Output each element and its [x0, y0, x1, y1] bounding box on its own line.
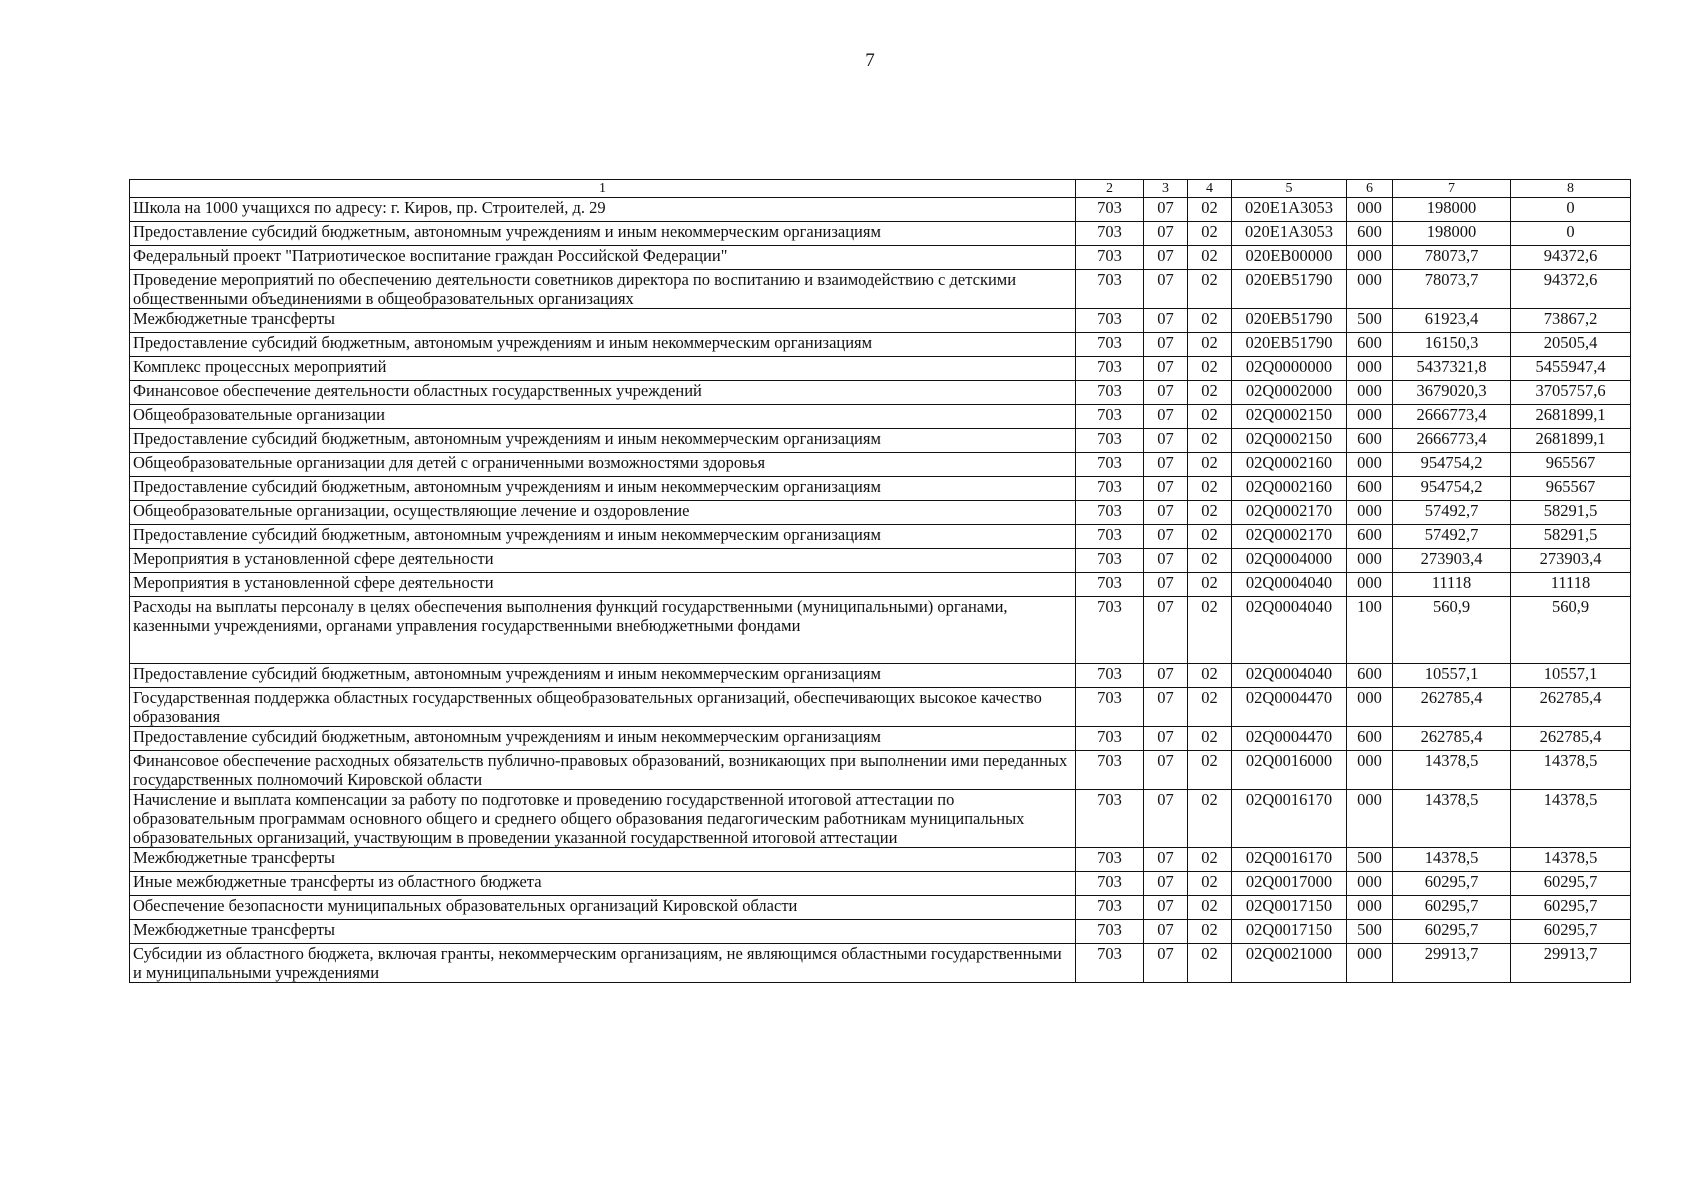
row-code-cell: 703 — [1076, 357, 1144, 381]
header-cell: 1 — [130, 180, 1076, 198]
row-value-cell: 14378,5 — [1511, 790, 1631, 848]
row-code-cell: 000 — [1347, 688, 1393, 727]
row-code-cell: 07 — [1144, 872, 1188, 896]
row-value-cell: 94372,6 — [1511, 270, 1631, 309]
row-code-cell: 07 — [1144, 453, 1188, 477]
row-value-cell: 3705757,6 — [1511, 381, 1631, 405]
row-value-cell: 73867,2 — [1511, 309, 1631, 333]
row-value-cell: 94372,6 — [1511, 246, 1631, 270]
row-code-cell: 000 — [1347, 357, 1393, 381]
row-code-cell: 02Q0016000 — [1232, 751, 1347, 790]
row-code-cell: 07 — [1144, 333, 1188, 357]
row-code-cell: 07 — [1144, 664, 1188, 688]
row-code-cell: 02 — [1188, 429, 1232, 453]
row-code-cell: 07 — [1144, 549, 1188, 573]
row-code-cell: 703 — [1076, 198, 1144, 222]
row-value-cell: 198000 — [1393, 198, 1511, 222]
row-value-cell: 60295,7 — [1511, 896, 1631, 920]
row-code-cell: 02 — [1188, 751, 1232, 790]
row-code-cell: 02 — [1188, 309, 1232, 333]
table-row — [130, 727, 1631, 751]
row-name-cell: Предоставление субсидий бюджетным, автономным учреждениям и иным некоммерческим организациям — [130, 664, 1076, 688]
row-name-cell: Межбюджетные трансферты — [130, 309, 1076, 333]
row-code-cell: 703 — [1076, 790, 1144, 848]
row-name-cell: Комплекс процессных мероприятий — [130, 357, 1076, 381]
row-name-cell: Финансовое обеспечение деятельности областных государственных учреждений — [130, 381, 1076, 405]
row-code-cell: 07 — [1144, 501, 1188, 525]
row-code-cell: 02Q0002150 — [1232, 429, 1347, 453]
row-code-cell: 000 — [1347, 198, 1393, 222]
row-code-cell: 000 — [1347, 944, 1393, 983]
table-row — [130, 896, 1631, 920]
row-code-cell: 02Q0016170 — [1232, 790, 1347, 848]
row-code-cell: 07 — [1144, 597, 1188, 664]
row-name-cell: Субсидии из областного бюджета, включая гранты, некоммерческим организациям, не являющимся областными государственными и муниципальными учреждениями — [130, 944, 1076, 983]
row-code-cell: 02 — [1188, 573, 1232, 597]
row-code-cell: 02 — [1188, 381, 1232, 405]
row-value-cell: 954754,2 — [1393, 453, 1511, 477]
row-code-cell: 07 — [1144, 246, 1188, 270]
row-value-cell: 14378,5 — [1511, 751, 1631, 790]
row-code-cell: 07 — [1144, 573, 1188, 597]
row-code-cell: 07 — [1144, 357, 1188, 381]
row-code-cell: 02 — [1188, 790, 1232, 848]
row-code-cell: 600 — [1347, 727, 1393, 751]
row-code-cell: 703 — [1076, 309, 1144, 333]
row-code-cell: 02Q0016170 — [1232, 848, 1347, 872]
row-code-cell: 000 — [1347, 270, 1393, 309]
row-name-cell: Государственная поддержка областных государственных общеобразовательных организаций, обеспечивающих высокое качество образования — [130, 688, 1076, 727]
row-code-cell: 020EB51790 — [1232, 333, 1347, 357]
row-value-cell: 262785,4 — [1393, 688, 1511, 727]
row-code-cell: 703 — [1076, 429, 1144, 453]
table-row — [130, 501, 1631, 525]
row-value-cell: 16150,3 — [1393, 333, 1511, 357]
header-cell: 3 — [1144, 180, 1188, 198]
row-value-cell: 61923,4 — [1393, 309, 1511, 333]
table-row — [130, 198, 1631, 222]
row-code-cell: 07 — [1144, 270, 1188, 309]
row-value-cell: 262785,4 — [1393, 727, 1511, 751]
row-value-cell: 57492,7 — [1393, 525, 1511, 549]
row-code-cell: 703 — [1076, 381, 1144, 405]
row-code-cell: 02 — [1188, 246, 1232, 270]
row-name-cell: Мероприятия в установленной сфере деятельности — [130, 573, 1076, 597]
row-value-cell: 965567 — [1511, 477, 1631, 501]
row-code-cell: 02Q0002170 — [1232, 525, 1347, 549]
row-value-cell: 78073,7 — [1393, 246, 1511, 270]
header-cell: 7 — [1393, 180, 1511, 198]
row-name-cell: Межбюджетные трансферты — [130, 920, 1076, 944]
row-name-cell: Проведение мероприятий по обеспечению деятельности советников директора по воспитанию и взаимодействию с детскими общественными объединениями в общеобразовательных организациях — [130, 270, 1076, 309]
row-code-cell: 020EB51790 — [1232, 270, 1347, 309]
table-row — [130, 357, 1631, 381]
row-value-cell: 14378,5 — [1511, 848, 1631, 872]
row-value-cell: 5455947,4 — [1511, 357, 1631, 381]
row-code-cell: 07 — [1144, 790, 1188, 848]
row-code-cell: 000 — [1347, 501, 1393, 525]
row-code-cell: 02 — [1188, 405, 1232, 429]
table-row — [130, 246, 1631, 270]
row-code-cell: 02Q0017150 — [1232, 920, 1347, 944]
row-code-cell: 703 — [1076, 222, 1144, 246]
table-row — [130, 597, 1631, 664]
row-code-cell: 600 — [1347, 333, 1393, 357]
header-cell: 5 — [1232, 180, 1347, 198]
row-value-cell: 60295,7 — [1511, 872, 1631, 896]
row-value-cell: 954754,2 — [1393, 477, 1511, 501]
table-row — [130, 573, 1631, 597]
row-code-cell: 000 — [1347, 896, 1393, 920]
row-code-cell: 02 — [1188, 222, 1232, 246]
row-value-cell: 560,9 — [1393, 597, 1511, 664]
table-header-row — [130, 180, 1631, 198]
row-code-cell: 500 — [1347, 309, 1393, 333]
row-code-cell: 02 — [1188, 549, 1232, 573]
row-code-cell: 703 — [1076, 896, 1144, 920]
row-code-cell: 703 — [1076, 751, 1144, 790]
row-code-cell: 02Q0002150 — [1232, 405, 1347, 429]
row-name-cell: Предоставление субсидий бюджетным, автономным учреждениям и иным некоммерческим организациям — [130, 222, 1076, 246]
row-code-cell: 500 — [1347, 848, 1393, 872]
row-code-cell: 703 — [1076, 872, 1144, 896]
row-name-cell: Школа на 1000 учащихся по адресу: г. Киров, пр. Строителей, д. 29 — [130, 198, 1076, 222]
row-value-cell: 60295,7 — [1393, 896, 1511, 920]
row-code-cell: 02 — [1188, 896, 1232, 920]
row-value-cell: 2666773,4 — [1393, 429, 1511, 453]
row-code-cell: 703 — [1076, 477, 1144, 501]
row-value-cell: 0 — [1511, 198, 1631, 222]
row-value-cell: 262785,4 — [1511, 688, 1631, 727]
row-code-cell: 02 — [1188, 872, 1232, 896]
table-row — [130, 381, 1631, 405]
row-code-cell: 600 — [1347, 477, 1393, 501]
row-code-cell: 02Q0004040 — [1232, 664, 1347, 688]
row-code-cell: 703 — [1076, 688, 1144, 727]
row-code-cell: 000 — [1347, 790, 1393, 848]
row-code-cell: 02Q0017000 — [1232, 872, 1347, 896]
row-code-cell: 02 — [1188, 597, 1232, 664]
row-code-cell: 703 — [1076, 501, 1144, 525]
row-code-cell: 07 — [1144, 944, 1188, 983]
row-name-cell: Предоставление субсидий бюджетным, автономым учреждениям и иным некоммерческим организациям — [130, 333, 1076, 357]
row-name-cell: Предоставление субсидий бюджетным, автономным учреждениям и иным некоммерческим организациям — [130, 429, 1076, 453]
header-cell: 6 — [1347, 180, 1393, 198]
row-code-cell: 500 — [1347, 920, 1393, 944]
row-value-cell: 20505,4 — [1511, 333, 1631, 357]
row-code-cell: 02Q0004470 — [1232, 727, 1347, 751]
row-code-cell: 02 — [1188, 270, 1232, 309]
table-row — [130, 688, 1631, 727]
row-value-cell: 10557,1 — [1393, 664, 1511, 688]
row-code-cell: 020EB00000 — [1232, 246, 1347, 270]
row-name-cell: Предоставление субсидий бюджетным, автономным учреждениям и иным некоммерческим организациям — [130, 727, 1076, 751]
row-value-cell: 78073,7 — [1393, 270, 1511, 309]
row-name-cell: Предоставление субсидий бюджетным, автономным учреждениям и иным некоммерческим организациям — [130, 477, 1076, 501]
row-value-cell: 965567 — [1511, 453, 1631, 477]
table-row — [130, 920, 1631, 944]
row-value-cell: 14378,5 — [1393, 751, 1511, 790]
row-value-cell: 57492,7 — [1393, 501, 1511, 525]
row-value-cell: 0 — [1511, 222, 1631, 246]
row-code-cell: 000 — [1347, 751, 1393, 790]
row-value-cell: 262785,4 — [1511, 727, 1631, 751]
row-code-cell: 02 — [1188, 688, 1232, 727]
table-row — [130, 848, 1631, 872]
row-code-cell: 100 — [1347, 597, 1393, 664]
row-value-cell: 29913,7 — [1511, 944, 1631, 983]
row-value-cell: 198000 — [1393, 222, 1511, 246]
row-code-cell: 020EB51790 — [1232, 309, 1347, 333]
row-name-cell: Предоставление субсидий бюджетным, автономным учреждениям и иным некоммерческим организациям — [130, 525, 1076, 549]
row-name-cell: Общеобразовательные организации — [130, 405, 1076, 429]
row-code-cell: 703 — [1076, 664, 1144, 688]
table-row — [130, 525, 1631, 549]
row-code-cell: 703 — [1076, 920, 1144, 944]
row-code-cell: 02Q0004040 — [1232, 573, 1347, 597]
table-row — [130, 405, 1631, 429]
row-code-cell: 600 — [1347, 222, 1393, 246]
row-code-cell: 07 — [1144, 751, 1188, 790]
row-code-cell: 703 — [1076, 848, 1144, 872]
row-code-cell: 02 — [1188, 664, 1232, 688]
row-code-cell: 07 — [1144, 920, 1188, 944]
row-code-cell: 703 — [1076, 525, 1144, 549]
row-code-cell: 600 — [1347, 525, 1393, 549]
row-code-cell: 02Q0002160 — [1232, 477, 1347, 501]
row-value-cell: 273903,4 — [1393, 549, 1511, 573]
row-name-cell: Иные межбюджетные трансферты из областного бюджета — [130, 872, 1076, 896]
table-row — [130, 477, 1631, 501]
row-code-cell: 703 — [1076, 944, 1144, 983]
row-name-cell: Финансовое обеспечение расходных обязательств публично-правовых образований, возникающих при выполнении ими переданных государственных полномочий Кировской области — [130, 751, 1076, 790]
row-value-cell: 60295,7 — [1511, 920, 1631, 944]
row-code-cell: 07 — [1144, 429, 1188, 453]
row-code-cell: 02Q0004040 — [1232, 597, 1347, 664]
row-code-cell: 07 — [1144, 222, 1188, 246]
row-code-cell: 07 — [1144, 688, 1188, 727]
table-row — [130, 453, 1631, 477]
table-row — [130, 333, 1631, 357]
row-code-cell: 703 — [1076, 727, 1144, 751]
table-row — [130, 309, 1631, 333]
table-row — [130, 944, 1631, 983]
row-code-cell: 07 — [1144, 198, 1188, 222]
row-code-cell: 02 — [1188, 333, 1232, 357]
row-code-cell: 703 — [1076, 246, 1144, 270]
row-name-cell: Мероприятия в установленной сфере деятельности — [130, 549, 1076, 573]
row-name-cell: Общеобразовательные организации для детей с ограниченными возможностями здоровья — [130, 453, 1076, 477]
row-name-cell: Обеспечение безопасности муниципальных образовательных организаций Кировской области — [130, 896, 1076, 920]
row-name-cell: Межбюджетные трансферты — [130, 848, 1076, 872]
row-name-cell: Начисление и выплата компенсации за работу по подготовке и проведению государственной итоговой аттестации по образовательным программам основного общего и среднего общего образования педагогическим работникам муниципальных образовательных организаций, участвующим в проведении указанной государственной итоговой аттестации — [130, 790, 1076, 848]
row-code-cell: 07 — [1144, 381, 1188, 405]
row-code-cell: 000 — [1347, 405, 1393, 429]
row-code-cell: 02 — [1188, 727, 1232, 751]
row-code-cell: 703 — [1076, 597, 1144, 664]
row-value-cell: 5437321,8 — [1393, 357, 1511, 381]
row-code-cell: 000 — [1347, 246, 1393, 270]
header-cell: 2 — [1076, 180, 1144, 198]
row-value-cell: 58291,5 — [1511, 525, 1631, 549]
row-code-cell: 020E1A3053 — [1232, 222, 1347, 246]
row-value-cell: 560,9 — [1511, 597, 1631, 664]
row-code-cell: 02Q0000000 — [1232, 357, 1347, 381]
budget-table — [129, 179, 1631, 983]
table-row — [130, 751, 1631, 790]
row-code-cell: 07 — [1144, 405, 1188, 429]
row-code-cell: 02Q0021000 — [1232, 944, 1347, 983]
row-code-cell: 02 — [1188, 525, 1232, 549]
page-number: 7 — [865, 50, 875, 71]
row-code-cell: 02Q0017150 — [1232, 896, 1347, 920]
table-row — [130, 790, 1631, 848]
header-cell: 4 — [1188, 180, 1232, 198]
row-code-cell: 07 — [1144, 727, 1188, 751]
row-code-cell: 000 — [1347, 573, 1393, 597]
row-code-cell: 02 — [1188, 848, 1232, 872]
row-code-cell: 703 — [1076, 333, 1144, 357]
row-code-cell: 07 — [1144, 896, 1188, 920]
row-code-cell: 02 — [1188, 501, 1232, 525]
header-cell: 8 — [1511, 180, 1631, 198]
row-value-cell: 29913,7 — [1393, 944, 1511, 983]
row-code-cell: 02Q0002160 — [1232, 453, 1347, 477]
row-code-cell: 02 — [1188, 477, 1232, 501]
row-name-cell: Федеральный проект "Патриотическое воспитание граждан Российской Федерации" — [130, 246, 1076, 270]
row-value-cell: 2681899,1 — [1511, 405, 1631, 429]
row-value-cell: 60295,7 — [1393, 872, 1511, 896]
table-row — [130, 872, 1631, 896]
row-code-cell: 02 — [1188, 920, 1232, 944]
row-value-cell: 60295,7 — [1393, 920, 1511, 944]
row-code-cell: 07 — [1144, 848, 1188, 872]
row-code-cell: 703 — [1076, 453, 1144, 477]
row-value-cell: 2666773,4 — [1393, 405, 1511, 429]
row-code-cell: 703 — [1076, 270, 1144, 309]
row-code-cell: 703 — [1076, 405, 1144, 429]
row-value-cell: 11118 — [1511, 573, 1631, 597]
row-name-cell: Расходы на выплаты персоналу в целях обеспечения выполнения функций государственными (муниципальными) органами, казенными учреждениями, органами управления государственными внебюджетными фондами — [130, 597, 1076, 664]
table-row — [130, 664, 1631, 688]
row-code-cell: 07 — [1144, 525, 1188, 549]
row-code-cell: 600 — [1347, 664, 1393, 688]
row-value-cell: 58291,5 — [1511, 501, 1631, 525]
row-code-cell: 000 — [1347, 549, 1393, 573]
row-code-cell: 02 — [1188, 198, 1232, 222]
row-code-cell: 02Q0002170 — [1232, 501, 1347, 525]
row-value-cell: 2681899,1 — [1511, 429, 1631, 453]
row-value-cell: 10557,1 — [1511, 664, 1631, 688]
row-value-cell: 11118 — [1393, 573, 1511, 597]
row-code-cell: 07 — [1144, 477, 1188, 501]
row-code-cell: 02Q0004470 — [1232, 688, 1347, 727]
row-value-cell: 14378,5 — [1393, 848, 1511, 872]
row-code-cell: 000 — [1347, 453, 1393, 477]
row-value-cell: 3679020,3 — [1393, 381, 1511, 405]
row-code-cell: 000 — [1347, 872, 1393, 896]
table-body — [130, 198, 1631, 983]
row-code-cell: 703 — [1076, 549, 1144, 573]
row-code-cell: 02 — [1188, 357, 1232, 381]
row-code-cell: 02 — [1188, 453, 1232, 477]
row-value-cell: 273903,4 — [1511, 549, 1631, 573]
row-code-cell: 07 — [1144, 309, 1188, 333]
row-code-cell: 02Q0002000 — [1232, 381, 1347, 405]
row-code-cell: 020E1A3053 — [1232, 198, 1347, 222]
table-row — [130, 270, 1631, 309]
row-value-cell: 14378,5 — [1393, 790, 1511, 848]
table-row — [130, 549, 1631, 573]
row-code-cell: 02 — [1188, 944, 1232, 983]
table-row — [130, 222, 1631, 246]
row-code-cell: 703 — [1076, 573, 1144, 597]
row-code-cell: 02Q0004000 — [1232, 549, 1347, 573]
row-code-cell: 000 — [1347, 381, 1393, 405]
row-code-cell: 600 — [1347, 429, 1393, 453]
table-row — [130, 429, 1631, 453]
row-name-cell: Общеобразовательные организации, осуществляющие лечение и оздоровление — [130, 501, 1076, 525]
